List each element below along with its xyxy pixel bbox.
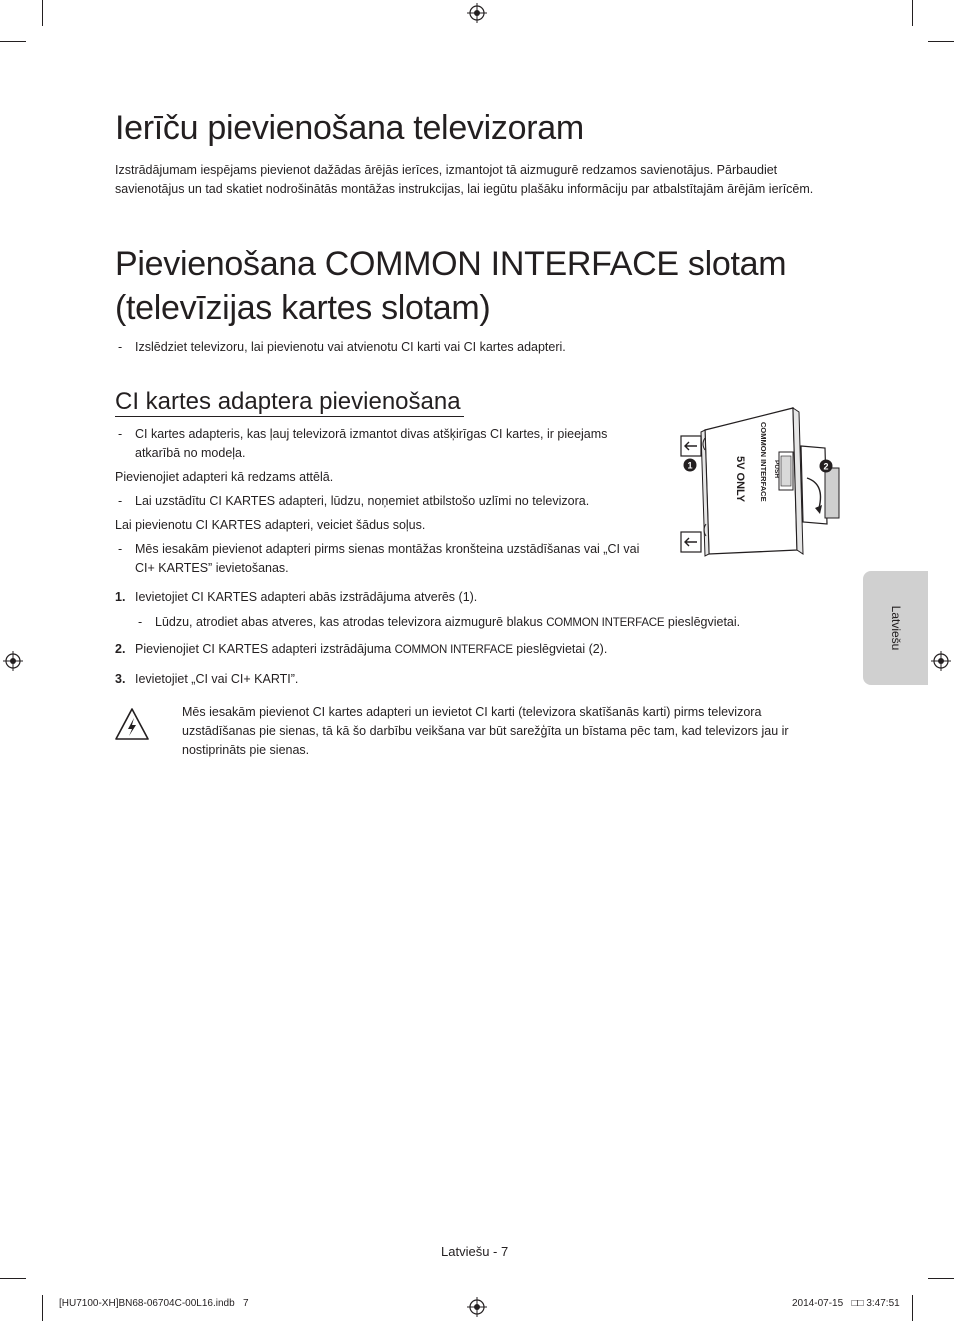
badge-2-label: 2 bbox=[823, 461, 829, 472]
step-sub-note bbox=[155, 613, 740, 633]
note-mount-order: Mēs iesakām pievienot adapteri pirms sienas montāžas kronšteina uzstādīšanas vai „CI vai CI+ KARTES” ievietošanas. bbox=[135, 542, 640, 575]
crop-mark bbox=[42, 1295, 43, 1321]
step-sub-note-text: Lūdzu, atrodiet abas atveres, kas atrodas televizora aizmugurē blakus bbox=[155, 615, 547, 629]
step-number: 2. bbox=[115, 642, 126, 656]
crop-mark bbox=[42, 0, 43, 26]
registration-mark-icon bbox=[931, 651, 951, 671]
intro-paragraph: Izstrādājumam iespējams pievienot dažādas ārējās ierīces, izmantojot tā aizmugurē redzamos savienotājus. Pārbaudiet savienotājus un tad skatiet nodrošinātās montāžas instrukcijas, lai iegūtu plašāku informāciju par atbalstītajām ārējām ierīcēm. bbox=[115, 163, 814, 196]
registration-mark-icon bbox=[467, 1297, 487, 1317]
step-text bbox=[135, 640, 607, 660]
language-side-tab-label: Latviešu bbox=[888, 605, 903, 651]
step-number: 3. bbox=[115, 672, 126, 686]
diagram-label-push: PUSH bbox=[773, 460, 780, 479]
page-title: Ierīču pievienošana televizoram bbox=[115, 109, 584, 147]
section-note: Izslēdziet televizoru, lai pievienotu vai atvienotu CI karti vai CI kartes adapteri. bbox=[135, 340, 566, 354]
note-remove-sticker: Lai uzstādītu CI KARTES adapteri, lūdzu, noņemiet atbilstošo uzlīmi no televizora. bbox=[135, 494, 590, 508]
badge-1-label: 1 bbox=[687, 460, 693, 471]
subsection-title: CI kartes adaptera pievienošana bbox=[115, 388, 461, 415]
note-dash: - bbox=[118, 542, 123, 556]
diagram-label-common-interface: COMMON INTERFACE bbox=[759, 422, 768, 502]
ci-adapter-diagram bbox=[675, 404, 847, 586]
step-text: Ievietojiet „CI vai CI+ KARTI”. bbox=[135, 672, 299, 686]
crop-mark bbox=[928, 41, 954, 42]
warning-icon bbox=[114, 707, 150, 741]
step-text: Ievietojiet CI KARTES adapteri abās izstrādājuma atverēs (1). bbox=[135, 590, 478, 604]
crop-mark bbox=[912, 1295, 913, 1321]
footer-file-info: [HU7100-XH]BN68-06704C-00L16.indb 7 bbox=[59, 1298, 249, 1309]
crop-mark bbox=[928, 1278, 954, 1279]
footer-timestamp: 2014-07-15 □□ 3:47:51 bbox=[792, 1298, 900, 1309]
crop-mark bbox=[0, 41, 26, 42]
crop-mark bbox=[912, 0, 913, 26]
section-title: Pievienošana COMMON INTERFACE slotam bbox=[115, 245, 787, 283]
note-dash: - bbox=[118, 340, 123, 354]
warning-text: Mēs iesakām pievienot CI kartes adapteri un ievietot CI karti (televizora skatīšanās karti) pirms televizora uzstādīšanas pie sienas, tā kā šo darbību veikšana var būt sarežģīta un bīstama pēc tam, kad televizors jau ir nostiprināts pie sienas. bbox=[182, 705, 789, 757]
step-text-part: pieslēgvietai (2). bbox=[512, 642, 608, 656]
note-adapter-availability: CI kartes adapteris, kas ļauj televizorā izmantot divas atšķirīgas CI kartes, ir pieejams atkarībā no modeļa. bbox=[135, 427, 608, 460]
note-dash: - bbox=[118, 494, 123, 508]
page-number: Latviešu - 7 bbox=[441, 1244, 509, 1259]
language-side-tab bbox=[863, 571, 928, 685]
section-title: (televīzijas kartes slotam) bbox=[115, 289, 491, 327]
note-dash: - bbox=[138, 615, 143, 629]
note-dash: - bbox=[118, 427, 123, 441]
registration-mark-icon bbox=[3, 651, 23, 671]
step-sub-note-text: pieslēgvietai. bbox=[664, 615, 741, 629]
registration-mark-icon bbox=[467, 3, 487, 23]
subsection-underline bbox=[115, 416, 464, 417]
step-text-emphasis: COMMON INTERFACE bbox=[394, 644, 513, 656]
diagram-label-5v-only: 5V ONLY bbox=[734, 456, 746, 503]
text-steps-intro: Lai pievienotu CI KARTES adapteri, veiciet šādus soļus. bbox=[115, 518, 426, 532]
step-sub-note-emphasis: COMMON INTERFACE bbox=[546, 617, 665, 629]
crop-mark bbox=[0, 1278, 26, 1279]
step-number: 1. bbox=[115, 590, 126, 604]
text-connect-adapter: Pievienojiet adapteri kā redzams attēlā. bbox=[115, 470, 334, 484]
step-text-part: Pievienojiet CI KARTES adapteri izstrādājuma bbox=[135, 642, 395, 656]
